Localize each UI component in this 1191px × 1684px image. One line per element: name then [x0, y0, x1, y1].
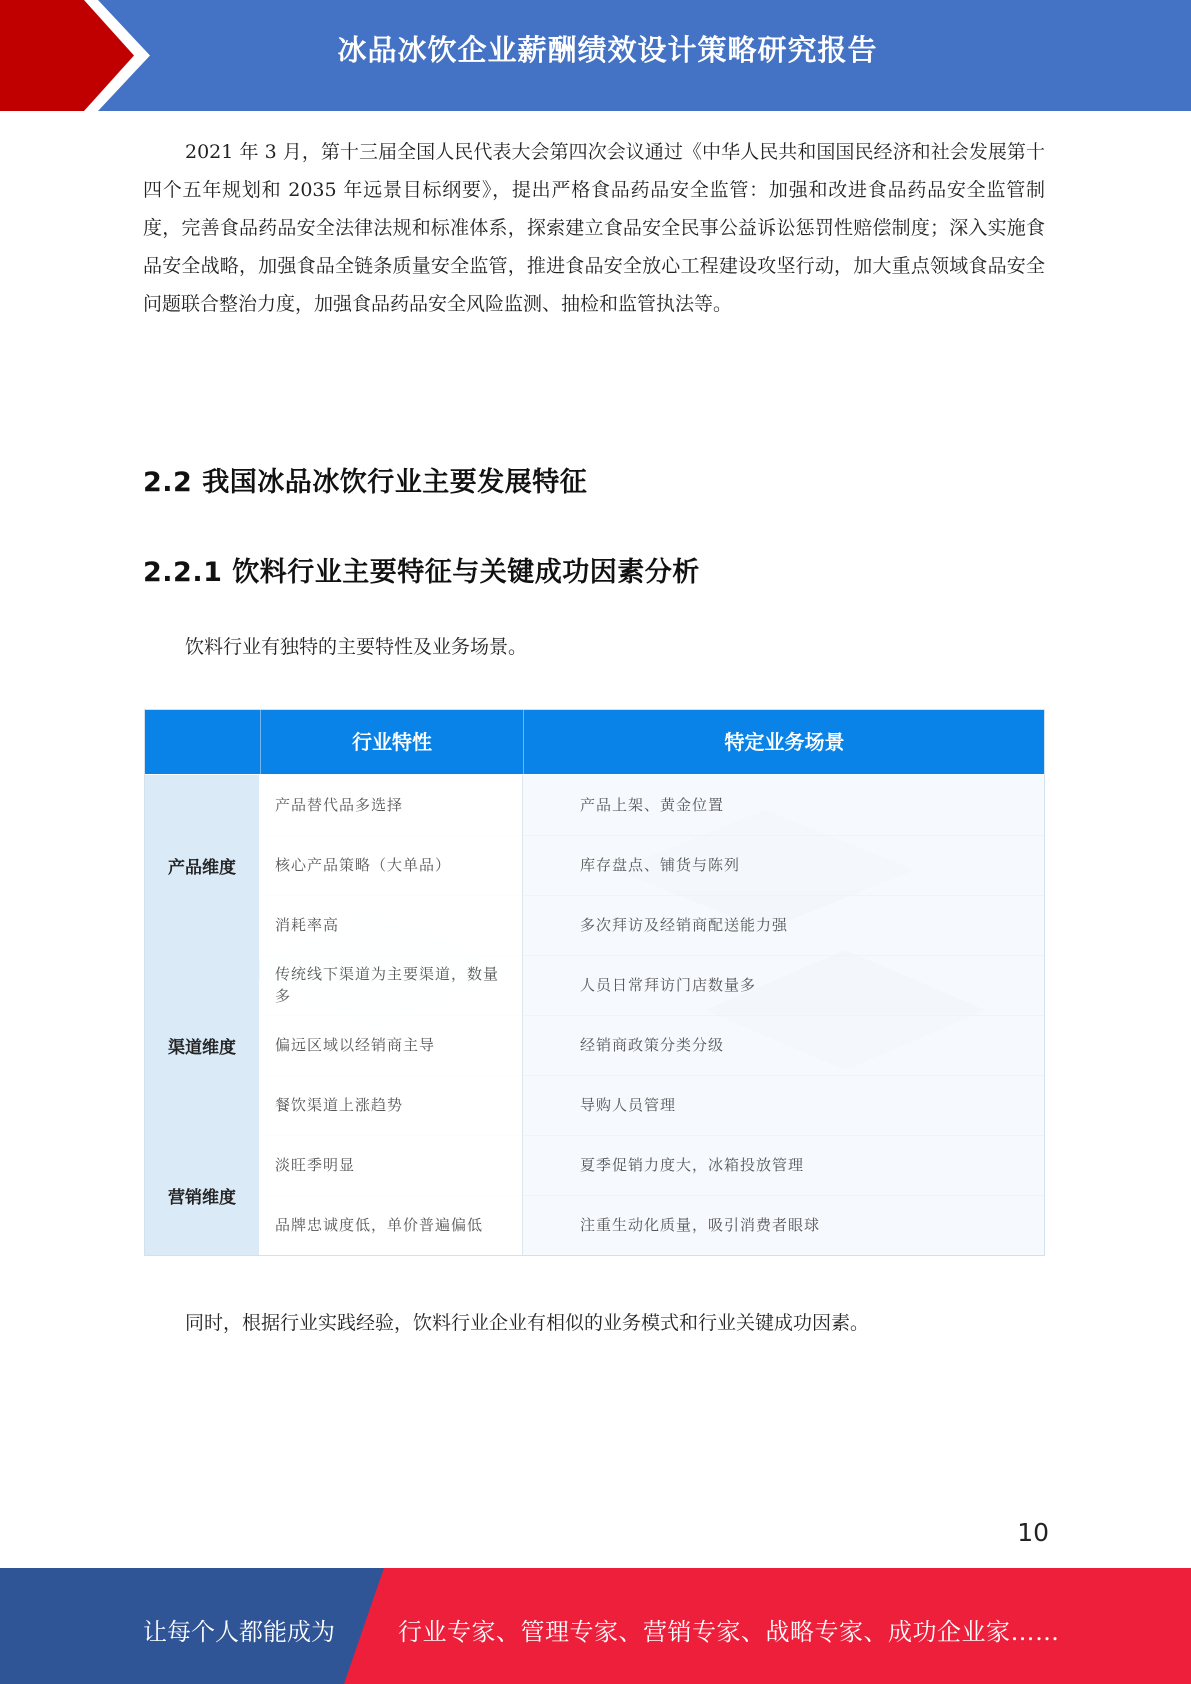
scene-cell: 导购人员管理 — [580, 1096, 677, 1114]
page-footer — [0, 1568, 1191, 1684]
table-row — [260, 1075, 1044, 1136]
scene-cell: 多次拜访及经销商配送能力强 — [580, 916, 789, 934]
table-row — [260, 955, 1044, 1016]
body-paragraph-2: 饮料行业有独特的主要特性及业务场景。 — [185, 636, 528, 658]
table-header-scene: 特定业务场景 — [523, 710, 1045, 774]
feature-cell: 消耗率高 — [275, 916, 340, 934]
feature-cell: 淡旺季明显 — [275, 1156, 356, 1174]
scene-cell: 经销商政策分类分级 — [580, 1036, 725, 1054]
table-row — [260, 1195, 1044, 1255]
report-title: 冰品冰饮企业薪酬绩效设计策略研究报告 — [337, 33, 878, 67]
category-marketing: 营销维度 — [145, 1135, 259, 1256]
feature-cell: 核心产品策略（大单品） — [275, 856, 452, 874]
table-row — [260, 775, 1044, 836]
feature-cell: 偏远区域以经销商主导 — [275, 1036, 436, 1054]
table-row — [260, 835, 1044, 896]
category-channel: 渠道维度 — [145, 955, 259, 1136]
table-header-row — [145, 710, 1044, 774]
body-paragraph-1: 2021 年 3 月，第十三届全国人民代表大会第四次会议通过《中华人民共和国国民经济和社会发展第十四个五年规划和 2035 年远景目标纲要》，提出严格食品药品安全监管：加强和改进食品药品安全监管制度，完善食品药品安全法律法规和标准体系，探索建立食品安全民事公益诉讼惩罚性赔偿制度；深入实施食品安全战略，加强食品全链条质量安全监管，推进食品安全放心工程建设攻坚行动，加大重点领域食品安全问题联合整治力度，加强食品药品安全风险监测、抽检和监管执法等。 — [143, 141, 1045, 315]
scene-cell: 人员日常拜访门店数量多 — [580, 976, 757, 994]
page-header — [0, 0, 1191, 111]
scene-cell: 库存盘点、铺货与陈列 — [580, 856, 741, 874]
table-header-category — [145, 710, 259, 774]
footer-slogan-right: 行业专家、管理专家、营销专家、战略专家、成功企业家…… — [398, 1618, 1060, 1646]
section-heading-2-2-1: 2.2.1 饮料行业主要特征与关键成功因素分析 — [143, 557, 700, 588]
table-header-feature: 行业特性 — [260, 710, 523, 774]
table-row — [260, 1135, 1044, 1196]
feature-cell: 品牌忠诚度低，单价普遍偏低 — [275, 1216, 484, 1234]
body-paragraph-3: 同时，根据行业实践经验，饮料行业企业有相似的业务模式和行业关键成功因素。 — [185, 1312, 870, 1334]
scene-cell: 产品上架、黄金位置 — [580, 796, 725, 814]
page-number: 10 — [1017, 1518, 1049, 1547]
feature-cell: 传统线下渠道为主要渠道，数量多 — [275, 965, 500, 1005]
category-product: 产品维度 — [145, 775, 259, 956]
feature-cell: 餐饮渠道上涨趋势 — [275, 1096, 404, 1114]
table-row — [260, 1015, 1044, 1076]
section-heading-2-2: 2.2 我国冰品冰饮行业主要发展特征 — [143, 467, 588, 498]
scene-cell: 注重生动化质量，吸引消费者眼球 — [580, 1216, 821, 1234]
table-row — [260, 895, 1044, 956]
scene-cell: 夏季促销力度大，冰箱投放管理 — [580, 1156, 805, 1174]
industry-features-table — [144, 709, 1045, 1256]
footer-slogan-left: 让每个人都能成为 — [143, 1618, 335, 1646]
feature-cell: 产品替代品多选择 — [275, 796, 404, 814]
